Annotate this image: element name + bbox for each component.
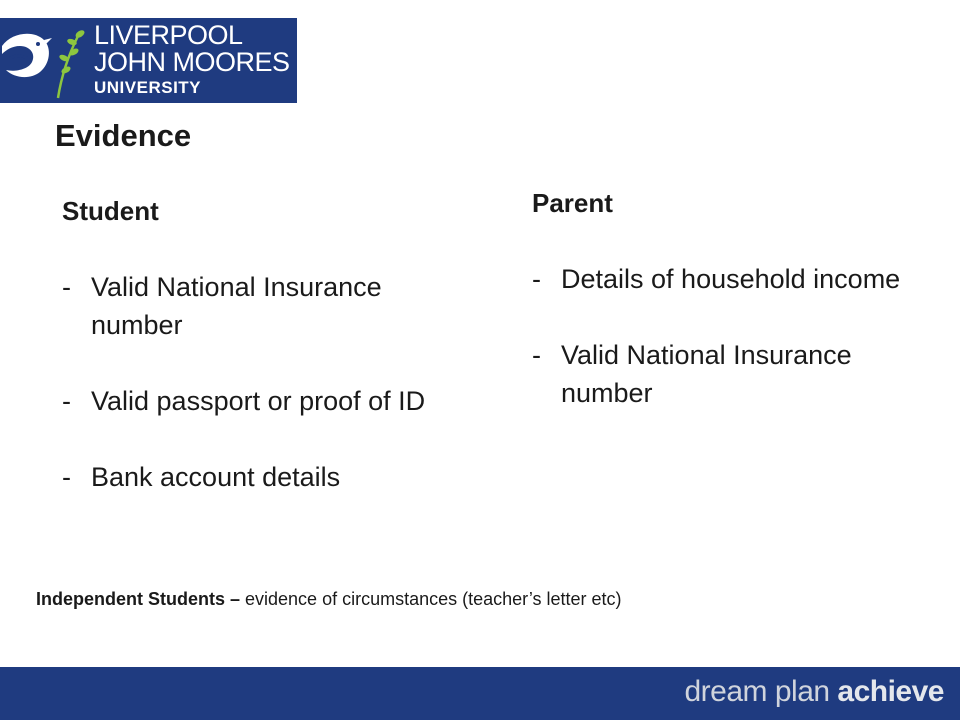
logo-line-university: UNIVERSITY — [94, 78, 202, 97]
list-item: - Valid National Insurance number — [62, 268, 462, 344]
list-item: - Valid passport or proof of ID — [62, 382, 462, 420]
tagline-light: dream plan — [684, 675, 838, 708]
slide-title: Evidence — [55, 118, 192, 153]
tagline-bold: achieve — [837, 675, 944, 708]
list-item: - Bank account details — [62, 458, 462, 496]
parent-list — [532, 260, 932, 412]
liver-bird-icon — [0, 18, 100, 103]
list-item: - Details of household income — [532, 260, 932, 298]
footer-tagline — [684, 675, 944, 709]
student-column — [62, 192, 462, 534]
parent-column — [532, 184, 932, 450]
student-heading: Student — [62, 196, 159, 226]
footer-bar — [0, 667, 960, 720]
logo-wordmark — [94, 22, 290, 96]
list-item: - Valid National Insurance number — [532, 336, 932, 412]
logo-line-john-moores: JOHN MOORES — [94, 47, 290, 77]
footnote-text: evidence of circumstances (teacher’s letter etc) — [240, 589, 622, 609]
parent-heading: Parent — [532, 188, 613, 218]
university-logo — [0, 18, 297, 103]
independent-students-note — [36, 589, 622, 610]
logo-line-liverpool: LIVERPOOL — [94, 20, 243, 50]
footnote-bold-label: Independent Students – — [36, 589, 241, 609]
student-list — [62, 268, 462, 496]
